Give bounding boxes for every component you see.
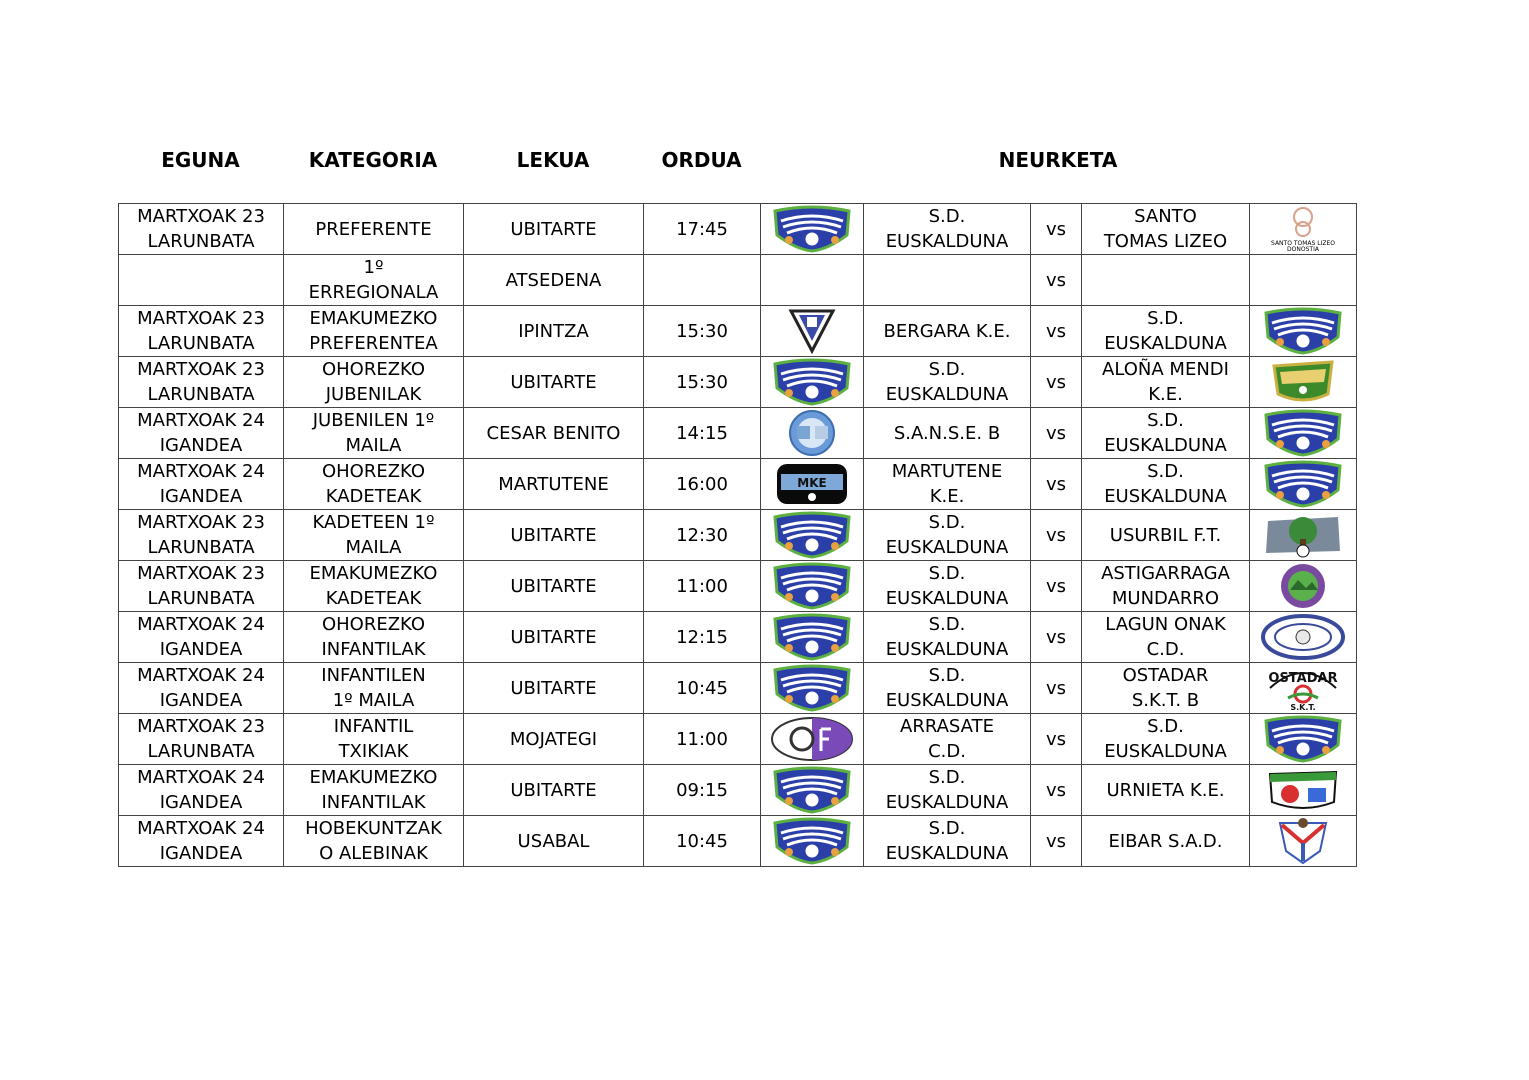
home-team-line2: EUSKALDUNA [885, 231, 1009, 252]
table-row [119, 714, 1357, 765]
time-cell [644, 561, 761, 612]
away-team-line1: LAGUN ONAK [1105, 614, 1226, 635]
away-logo-cell [1250, 612, 1357, 663]
home-logo-cell [761, 612, 864, 663]
category-line2: KADETEAK [325, 486, 422, 507]
table-row [119, 408, 1357, 459]
category-line2: TXIKIAK [338, 741, 409, 762]
time: 11:00 [676, 575, 728, 597]
away-logo-cell [1250, 204, 1357, 255]
venue-cell [464, 714, 644, 765]
day-line1: MARTXOAK 23 [137, 563, 265, 584]
away-team-cell [1082, 306, 1250, 357]
day-line1: MARTXOAK 23 [137, 512, 265, 533]
time-cell [644, 408, 761, 459]
category-line2: INFANTILAK [321, 792, 426, 813]
day-line1: MARTXOAK 23 [137, 716, 265, 737]
category-line1: EMAKUMEZKO [309, 308, 438, 329]
away-team-line2: K.E. [1148, 384, 1183, 405]
time-cell [644, 612, 761, 663]
category-line1: OHOREZKO [321, 614, 426, 635]
home-logo-cell [761, 204, 864, 255]
home-team-line2: K.E. [929, 486, 965, 507]
venue: UBITARTE [510, 626, 597, 648]
category-line1: KADETEEN 1º [312, 512, 435, 533]
category-cell [284, 204, 464, 255]
day-cell [119, 357, 284, 408]
time-cell [644, 357, 761, 408]
away-team-line1: URNIETA K.E. [1106, 779, 1225, 801]
category-cell [284, 561, 464, 612]
time-cell [644, 510, 761, 561]
home-team-cell [864, 663, 1031, 714]
header-eguna: EGUNA [161, 148, 240, 172]
away-team-line1: S.D. [1147, 461, 1184, 482]
euskalduna-crest-icon [769, 613, 855, 661]
venue: CESAR BENITO [486, 422, 621, 444]
day-cell [119, 459, 284, 510]
day-cell [119, 765, 284, 816]
venue-cell [464, 408, 644, 459]
urnieta-crest-icon [1260, 766, 1346, 814]
venue: UBITARTE [510, 575, 597, 597]
home-team-line2: EUSKALDUNA [885, 792, 1009, 813]
venue: UBITARTE [510, 371, 597, 393]
day-line2: LARUNBATA [147, 384, 255, 405]
category-line2: INFANTILAK [321, 639, 426, 660]
category-cell [284, 663, 464, 714]
time-cell [644, 765, 761, 816]
time: 14:15 [676, 422, 728, 444]
venue: UBITARTE [510, 524, 597, 546]
day-cell [119, 816, 284, 867]
away-logo-cell [1250, 306, 1357, 357]
eibar-crest-icon [1260, 817, 1346, 865]
day-line2: LARUNBATA [147, 537, 255, 558]
home-logo-cell [761, 306, 864, 357]
vs-label: vs [1045, 728, 1067, 750]
home-team-line1: S.D. [928, 614, 966, 635]
header-neurketa: NEURKETA [998, 148, 1118, 172]
home-team-line1: S.D. [928, 206, 966, 227]
away-team-cell [1082, 612, 1250, 663]
venue: IPINTZA [518, 320, 589, 342]
vs-label: vs [1045, 524, 1067, 546]
vs-label: vs [1045, 473, 1067, 495]
home-team-cell [864, 357, 1031, 408]
vs-cell [1031, 204, 1082, 255]
time: 09:15 [676, 779, 728, 801]
away-team-line1: S.D. [1147, 716, 1184, 737]
euskalduna-crest-icon [1260, 715, 1346, 763]
day-line2: IGANDEA [159, 690, 243, 711]
ostadar-logo-subtext: S.K.T. [1290, 703, 1316, 712]
home-team-line1: S.D. [928, 563, 966, 584]
venue: ATSEDENA [505, 269, 602, 291]
home-team-line2: EUSKALDUNA [885, 843, 1009, 864]
vs-label: vs [1045, 269, 1067, 291]
home-logo-cell [761, 816, 864, 867]
venue-cell [464, 510, 644, 561]
category-cell [284, 306, 464, 357]
home-team-line2: EUSKALDUNA [885, 690, 1009, 711]
vs-label: vs [1045, 677, 1067, 699]
day-line1: MARTXOAK 23 [137, 359, 265, 380]
category-cell [284, 714, 464, 765]
usurbil-crest-icon [1260, 511, 1346, 559]
ostadar-crest-icon [1260, 664, 1346, 712]
time: 17:45 [676, 218, 728, 240]
home-team-line2: EUSKALDUNA [885, 639, 1009, 660]
day-line1: MARTXOAK 23 [137, 308, 265, 329]
vs-cell [1031, 714, 1082, 765]
header-ordua: ORDUA [661, 148, 742, 172]
away-logo-cell [1250, 357, 1357, 408]
header-lekua: LEKUA [516, 148, 590, 172]
time-cell [644, 816, 761, 867]
away-team-line1: ASTIGARRAGA [1101, 563, 1230, 584]
day-line2: LARUNBATA [147, 588, 255, 609]
time: 16:00 [676, 473, 728, 495]
home-team-cell [864, 561, 1031, 612]
vs-cell [1031, 612, 1082, 663]
vs-cell [1031, 255, 1082, 306]
category-line2: O ALEBINAK [319, 843, 428, 864]
away-team-cell [1082, 408, 1250, 459]
away-logo-cell [1250, 663, 1357, 714]
day-cell [119, 306, 284, 357]
euskalduna-crest-icon [769, 205, 855, 253]
category-cell [284, 510, 464, 561]
table-row [119, 357, 1357, 408]
day-line2: IGANDEA [159, 843, 243, 864]
home-team-line2: C.D. [928, 741, 966, 762]
home-logo-cell [761, 459, 864, 510]
category-cell [284, 612, 464, 663]
euskalduna-crest-icon [1260, 307, 1346, 355]
time: 15:30 [676, 320, 728, 342]
day-line2: IGANDEA [159, 486, 243, 507]
day-line2: LARUNBATA [147, 741, 255, 762]
martutene-logo-text: MKE [797, 476, 827, 490]
category-line1: INFANTIL [333, 716, 414, 737]
venue-cell [464, 816, 644, 867]
category-line1: JUBENILEN 1º [312, 410, 435, 431]
table-row [119, 663, 1357, 714]
category-line1: OHOREZKO [321, 359, 426, 380]
away-team-line2: EUSKALDUNA [1104, 486, 1227, 507]
vs-cell [1031, 663, 1082, 714]
away-team-line2: C.D. [1146, 639, 1185, 660]
away-team-line1: ALOÑA MENDI [1102, 359, 1229, 380]
venue-cell [464, 663, 644, 714]
mundarro-crest-icon [1260, 562, 1346, 610]
table-row [119, 459, 1357, 510]
away-team-cell [1082, 714, 1250, 765]
table-row [119, 612, 1357, 663]
bergara-crest-icon [769, 307, 855, 355]
time-cell [644, 714, 761, 765]
time-cell [644, 459, 761, 510]
home-team-line1: S.D. [928, 512, 966, 533]
home-team-line1: S.D. [928, 359, 966, 380]
vs-label: vs [1045, 779, 1067, 801]
home-logo-cell [761, 765, 864, 816]
away-team-line1: EIBAR S.A.D. [1108, 830, 1223, 852]
sanse-crest-icon [769, 409, 855, 457]
category-line2: PREFERENTEA [309, 333, 438, 354]
home-team-line1: S.A.N.S.E. B [893, 422, 1001, 444]
vs-label: vs [1045, 830, 1067, 852]
category-cell [284, 408, 464, 459]
away-team-line1: OSTADAR [1122, 665, 1209, 686]
away-team-cell [1082, 510, 1250, 561]
venue: UBITARTE [510, 779, 597, 801]
away-logo-cell [1250, 408, 1357, 459]
home-team-cell [864, 204, 1031, 255]
vs-cell [1031, 561, 1082, 612]
category-line1: INFANTILEN [321, 665, 426, 686]
euskalduna-crest-icon [769, 562, 855, 610]
table-row [119, 561, 1357, 612]
day-line1: MARTXOAK 24 [137, 665, 265, 686]
home-logo-cell [761, 561, 864, 612]
euskalduna-crest-icon [769, 817, 855, 865]
vs-cell [1031, 408, 1082, 459]
vs-label: vs [1045, 371, 1067, 393]
category-cell [284, 816, 464, 867]
venue-cell [464, 204, 644, 255]
vs-cell [1031, 357, 1082, 408]
home-team-line2: EUSKALDUNA [885, 384, 1009, 405]
day-cell [119, 561, 284, 612]
santo-tomas-logo-subtext: DONOSTIA [1287, 246, 1319, 253]
venue: MARTUTENE [498, 473, 609, 495]
day-cell [119, 255, 284, 306]
vs-label: vs [1045, 218, 1067, 240]
fixtures-table [118, 203, 1357, 867]
away-team-line2: EUSKALDUNA [1104, 741, 1227, 762]
euskalduna-crest-icon [769, 766, 855, 814]
category-cell [284, 459, 464, 510]
home-team-cell [864, 255, 1031, 306]
home-team-cell [864, 816, 1031, 867]
vs-cell [1031, 459, 1082, 510]
time-cell [644, 204, 761, 255]
table-row [119, 765, 1357, 816]
away-team-cell [1082, 204, 1250, 255]
venue-cell [464, 459, 644, 510]
home-team-cell [864, 306, 1031, 357]
day-line2: IGANDEA [159, 435, 243, 456]
away-team-cell [1082, 459, 1250, 510]
table-row [119, 816, 1357, 867]
venue: MOJATEGI [509, 728, 598, 750]
day-cell [119, 612, 284, 663]
day-line1: MARTXOAK 24 [137, 767, 265, 788]
away-team-cell [1082, 357, 1250, 408]
away-logo-cell [1250, 561, 1357, 612]
away-team-line2: S.K.T. B [1131, 690, 1200, 711]
venue-cell [464, 306, 644, 357]
away-logo-cell [1250, 816, 1357, 867]
time-cell [644, 663, 761, 714]
away-team-cell [1082, 816, 1250, 867]
away-team-line1: USURBIL F.T. [1109, 524, 1222, 546]
away-team-cell [1082, 663, 1250, 714]
time-cell [644, 306, 761, 357]
venue-cell [464, 612, 644, 663]
euskalduna-crest-icon [769, 511, 855, 559]
away-logo-cell [1250, 765, 1357, 816]
home-team-cell [864, 510, 1031, 561]
euskalduna-crest-icon [769, 664, 855, 712]
day-line2: LARUNBATA [147, 333, 255, 354]
day-cell [119, 714, 284, 765]
home-team-cell [864, 408, 1031, 459]
home-logo-cell [761, 663, 864, 714]
ostadar-logo-text: OSTADAR [1268, 671, 1338, 686]
category-line2: MAILA [345, 435, 402, 456]
lagun-onak-crest-icon [1260, 613, 1346, 661]
category-cell [284, 255, 464, 306]
venue: UBITARTE [510, 677, 597, 699]
venue: USABAL [517, 830, 590, 852]
day-line1: MARTXOAK 23 [137, 206, 265, 227]
category-line2: 1º MAILA [332, 690, 415, 711]
day-line1: MARTXOAK 24 [137, 461, 265, 482]
time: 10:45 [676, 677, 728, 699]
santo-tomas-logo-text: SANTO TOMAS LIZEO [1271, 240, 1335, 247]
home-team-line1: ARRASATE [900, 716, 994, 737]
vs-label: vs [1045, 320, 1067, 342]
category-line2: KADETEAK [325, 588, 422, 609]
vs-label: vs [1045, 575, 1067, 597]
away-team-line1: S.D. [1147, 308, 1184, 329]
category-line1: EMAKUMEZKO [309, 563, 438, 584]
category-line1: HOBEKUNTZAK [305, 818, 442, 839]
vs-cell [1031, 765, 1082, 816]
table-row [119, 204, 1357, 255]
category-line1: PREFERENTE [315, 218, 432, 240]
day-line2: IGANDEA [159, 792, 243, 813]
time: 12:15 [676, 626, 728, 648]
day-line1: MARTXOAK 24 [137, 410, 265, 431]
home-team-line1: BERGARA K.E. [883, 320, 1011, 342]
vs-label: vs [1045, 422, 1067, 444]
time-cell [644, 255, 761, 306]
category-line1: 1º [363, 257, 384, 278]
vs-cell [1031, 306, 1082, 357]
home-logo-cell [761, 408, 864, 459]
venue-cell [464, 357, 644, 408]
home-team-line2: EUSKALDUNA [885, 537, 1009, 558]
day-cell [119, 204, 284, 255]
away-team-line2: TOMAS LIZEO [1103, 231, 1228, 252]
away-logo-cell [1250, 510, 1357, 561]
home-team-line1: S.D. [928, 818, 966, 839]
day-cell [119, 510, 284, 561]
table-row [119, 306, 1357, 357]
euskalduna-crest-icon [769, 358, 855, 406]
away-team-cell [1082, 765, 1250, 816]
home-logo-cell [761, 255, 864, 306]
category-cell [284, 357, 464, 408]
category-line2: JUBENILAK [325, 384, 422, 405]
away-logo-cell [1250, 255, 1357, 306]
santo-tomas-lizeo-crest-icon [1260, 205, 1346, 253]
vs-cell [1031, 510, 1082, 561]
arrasate-crest-icon [769, 715, 855, 763]
away-team-line2: MUNDARRO [1111, 588, 1220, 609]
vs-cell [1031, 816, 1082, 867]
day-cell [119, 408, 284, 459]
table-row [119, 510, 1357, 561]
euskalduna-crest-icon [1260, 460, 1346, 508]
home-team-line1: S.D. [928, 665, 966, 686]
time: 11:00 [676, 728, 728, 750]
home-team-line2: EUSKALDUNA [885, 588, 1009, 609]
martutene-crest-icon [769, 460, 855, 508]
away-team-line2: EUSKALDUNA [1104, 435, 1227, 456]
table-row [119, 255, 1357, 306]
home-logo-cell [761, 510, 864, 561]
venue-cell [464, 561, 644, 612]
time: 15:30 [676, 371, 728, 393]
away-team-cell [1082, 255, 1250, 306]
home-team-line1: S.D. [928, 767, 966, 788]
category-line2: ERREGIONALA [308, 282, 439, 303]
away-team-line1: SANTO [1134, 206, 1197, 227]
day-line1: MARTXOAK 24 [137, 818, 265, 839]
home-team-line1: MARTUTENE [891, 461, 1003, 482]
day-line2: LARUNBATA [147, 231, 255, 252]
away-team-cell [1082, 561, 1250, 612]
home-team-cell [864, 459, 1031, 510]
day-line2: IGANDEA [159, 639, 243, 660]
category-cell [284, 765, 464, 816]
away-team-line1: S.D. [1147, 410, 1184, 431]
vs-label: vs [1045, 626, 1067, 648]
home-team-cell [864, 714, 1031, 765]
category-line2: MAILA [345, 537, 402, 558]
time: 12:30 [676, 524, 728, 546]
category-line1: OHOREZKO [321, 461, 426, 482]
table-header [118, 148, 1356, 188]
venue-cell [464, 765, 644, 816]
away-logo-cell [1250, 459, 1357, 510]
day-cell [119, 663, 284, 714]
away-logo-cell [1250, 714, 1357, 765]
venue: UBITARTE [510, 218, 597, 240]
home-logo-cell [761, 714, 864, 765]
away-team-line2: EUSKALDUNA [1104, 333, 1227, 354]
venue-cell [464, 255, 644, 306]
time: 10:45 [676, 830, 728, 852]
header-kategoria: KATEGORIA [308, 148, 438, 172]
day-line1: MARTXOAK 24 [137, 614, 265, 635]
alona-mendi-crest-icon [1260, 358, 1346, 406]
home-logo-cell [761, 357, 864, 408]
euskalduna-crest-icon [1260, 409, 1346, 457]
home-team-cell [864, 765, 1031, 816]
home-team-cell [864, 612, 1031, 663]
category-line1: EMAKUMEZKO [309, 767, 438, 788]
